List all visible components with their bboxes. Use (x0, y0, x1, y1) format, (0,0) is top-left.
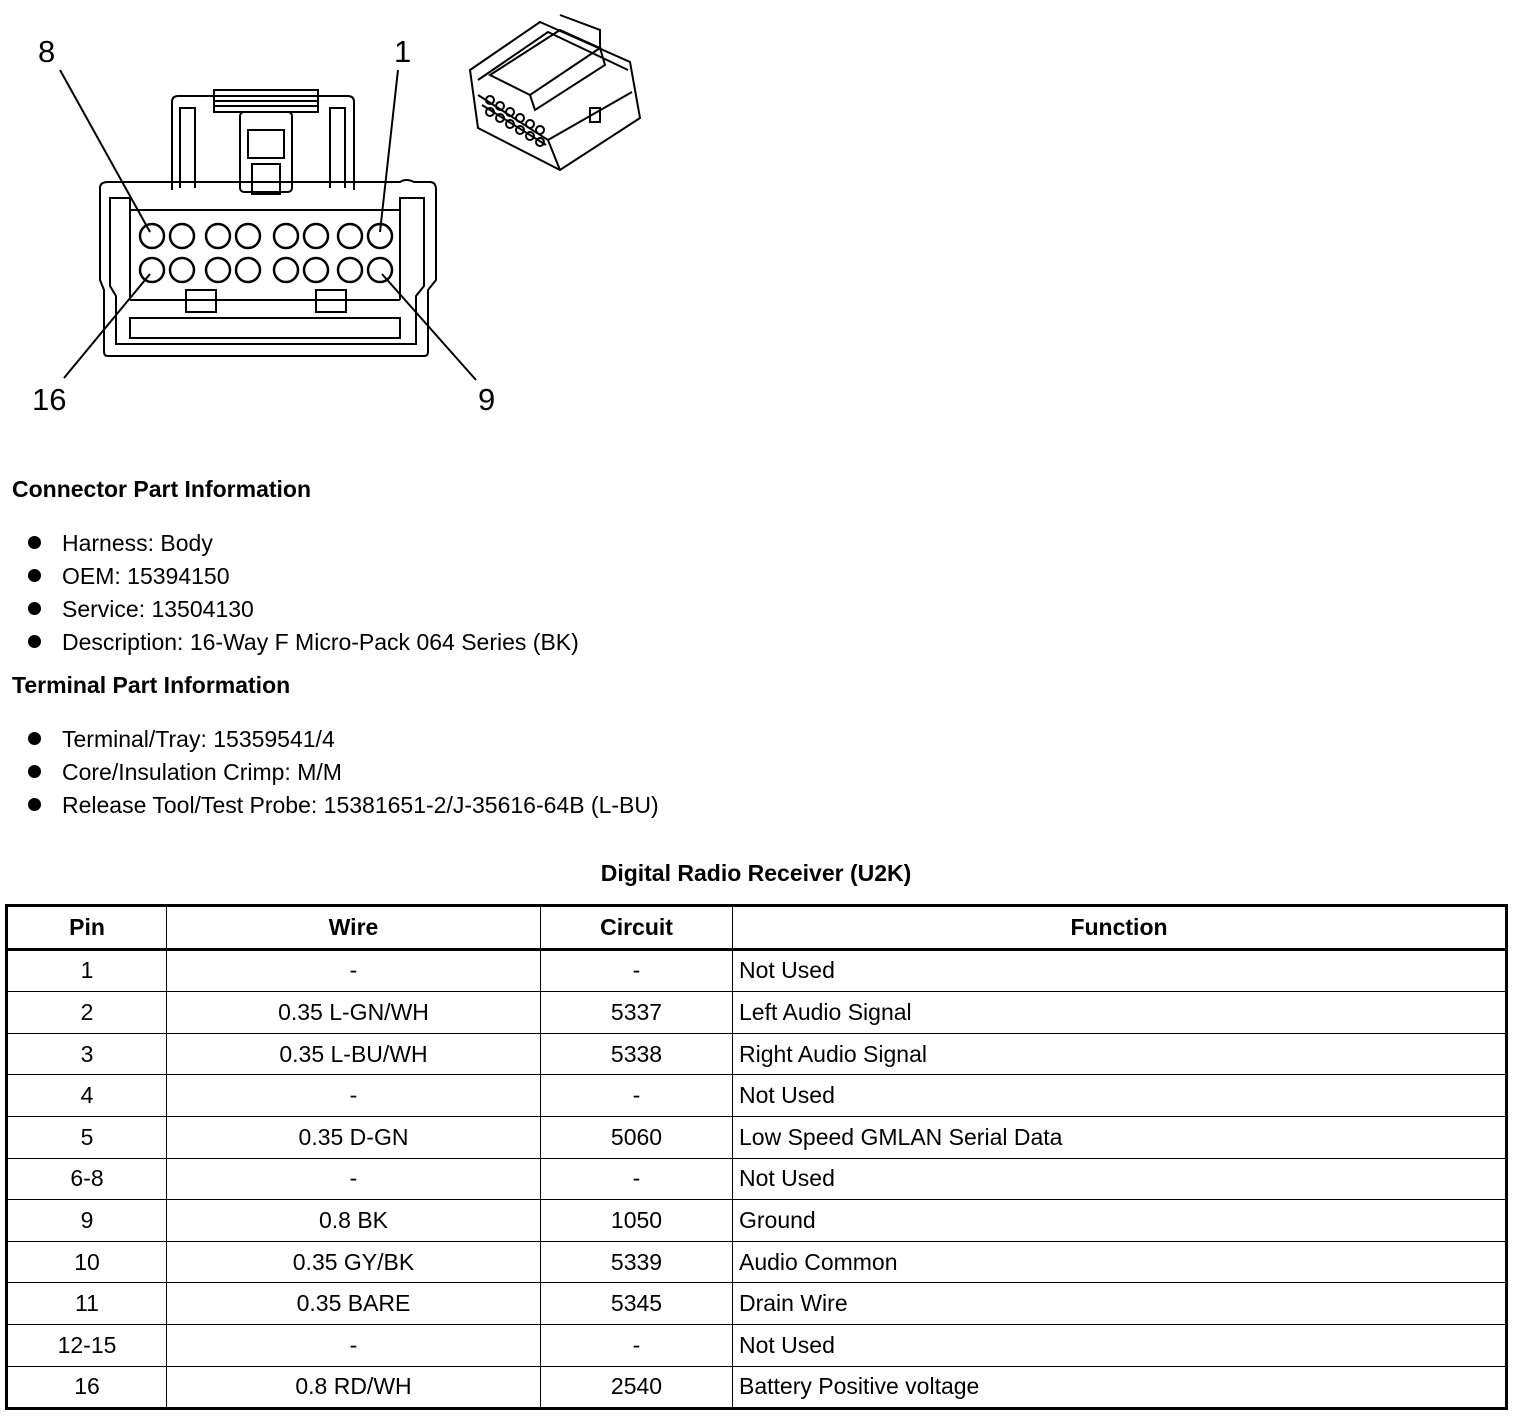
table-header-row (7, 906, 1507, 950)
table-row (7, 1158, 1507, 1200)
cell-function: Not Used (733, 949, 1507, 992)
cell-pin: 12-15 (7, 1324, 167, 1366)
bullet-icon (28, 732, 41, 745)
table-body (7, 949, 1507, 1409)
column-header-circuit: Circuit (541, 906, 733, 950)
cell-function: Battery Positive voltage (733, 1366, 1507, 1409)
bullet-icon (28, 635, 41, 648)
list-item (28, 789, 659, 822)
cell-pin: 16 (7, 1366, 167, 1409)
table-row (7, 1324, 1507, 1366)
cell-circuit: - (541, 1324, 733, 1366)
list-item-text: Harness: Body (62, 530, 213, 556)
cell-wire: - (167, 1324, 541, 1366)
cell-circuit: - (541, 1158, 733, 1200)
list-item-text: Description: 16-Way F Micro-Pack 064 Series (BK) (62, 629, 579, 655)
cell-function: Not Used (733, 1075, 1507, 1117)
cell-function: Not Used (733, 1324, 1507, 1366)
terminal-cavities (140, 224, 392, 282)
column-header-wire: Wire (167, 906, 541, 950)
cell-circuit: 5338 (541, 1033, 733, 1075)
cell-pin: 3 (7, 1033, 167, 1075)
pin-label-8: 8 (38, 34, 56, 69)
cell-wire: - (167, 1075, 541, 1117)
connector-info-list (28, 527, 579, 659)
table-row (7, 949, 1507, 992)
cell-wire: 0.35 L-GN/WH (167, 992, 541, 1034)
connector-diagram (0, 0, 700, 440)
latch-outline (180, 108, 345, 188)
cell-function: Left Audio Signal (733, 992, 1507, 1034)
cell-circuit: 1050 (541, 1200, 733, 1242)
cell-function: Audio Common (733, 1241, 1507, 1283)
table-row (7, 1241, 1507, 1283)
table-row (7, 1200, 1507, 1242)
cell-wire: 0.35 D-GN (167, 1116, 541, 1158)
cell-pin: 2 (7, 992, 167, 1034)
table-row (7, 1116, 1507, 1158)
list-item-text: Release Tool/Test Probe: 15381651-2/J-35616-64B (L-BU) (62, 792, 659, 818)
cell-circuit: 5337 (541, 992, 733, 1034)
cell-pin: 1 (7, 949, 167, 992)
connector-isometric-view (470, 15, 640, 170)
leader-lines (60, 70, 476, 380)
connector-info-heading: Connector Part Information (12, 476, 312, 502)
list-item-text: Core/Insulation Crimp: M/M (62, 759, 342, 785)
cell-pin: 11 (7, 1283, 167, 1325)
housing-inner (110, 198, 424, 344)
cell-pin: 10 (7, 1241, 167, 1283)
cell-wire: 0.35 L-BU/WH (167, 1033, 541, 1075)
list-item (28, 527, 579, 560)
column-header-pin: Pin (7, 906, 167, 950)
cell-function: Low Speed GMLAN Serial Data (733, 1116, 1507, 1158)
bullet-icon (28, 569, 41, 582)
cell-circuit: 5060 (541, 1116, 733, 1158)
cell-wire: 0.35 BARE (167, 1283, 541, 1325)
table-row (7, 1366, 1507, 1409)
bullet-icon (28, 798, 41, 811)
bullet-icon (28, 536, 41, 549)
list-item-text: Service: 13504130 (62, 596, 254, 622)
cell-function: Not Used (733, 1158, 1507, 1200)
cell-circuit: 5345 (541, 1283, 733, 1325)
table-row (7, 1075, 1507, 1117)
cell-circuit: 5339 (541, 1241, 733, 1283)
list-item (28, 756, 659, 789)
cell-wire: - (167, 949, 541, 992)
cavity-border (130, 300, 400, 338)
cell-wire: 0.8 BK (167, 1200, 541, 1242)
cell-pin: 9 (7, 1200, 167, 1242)
cell-pin: 6-8 (7, 1158, 167, 1200)
pin-label-16: 16 (32, 382, 67, 417)
pin-label-1: 1 (394, 34, 412, 69)
column-header-function: Function (733, 906, 1507, 950)
terminal-info-heading: Terminal Part Information (12, 672, 291, 698)
list-item (28, 626, 579, 659)
list-item-text: OEM: 15394150 (62, 563, 230, 589)
pinout-table (5, 904, 1508, 1410)
table-title: Digital Radio Receiver (U2K) (600, 860, 912, 886)
pin-label-9: 9 (478, 382, 496, 417)
cell-pin: 5 (7, 1116, 167, 1158)
table-row (7, 1283, 1507, 1325)
bullet-icon (28, 765, 41, 778)
cell-wire: 0.8 RD/WH (167, 1366, 541, 1409)
cell-wire: - (167, 1158, 541, 1200)
cell-function: Ground (733, 1200, 1507, 1242)
connector-face-drawing (0, 0, 700, 440)
cell-function: Drain Wire (733, 1283, 1507, 1325)
cell-circuit: - (541, 1075, 733, 1117)
cell-pin: 4 (7, 1075, 167, 1117)
table-row (7, 992, 1507, 1034)
housing-outer (100, 180, 436, 356)
bullet-icon (28, 602, 41, 615)
list-item (28, 560, 579, 593)
table-row (7, 1033, 1507, 1075)
list-item (28, 593, 579, 626)
terminal-info-list (28, 723, 659, 822)
cell-wire: 0.35 GY/BK (167, 1241, 541, 1283)
list-item-text: Terminal/Tray: 15359541/4 (62, 726, 335, 752)
cell-function: Right Audio Signal (733, 1033, 1507, 1075)
cell-circuit: - (541, 949, 733, 992)
list-item (28, 723, 659, 756)
cell-circuit: 2540 (541, 1366, 733, 1409)
